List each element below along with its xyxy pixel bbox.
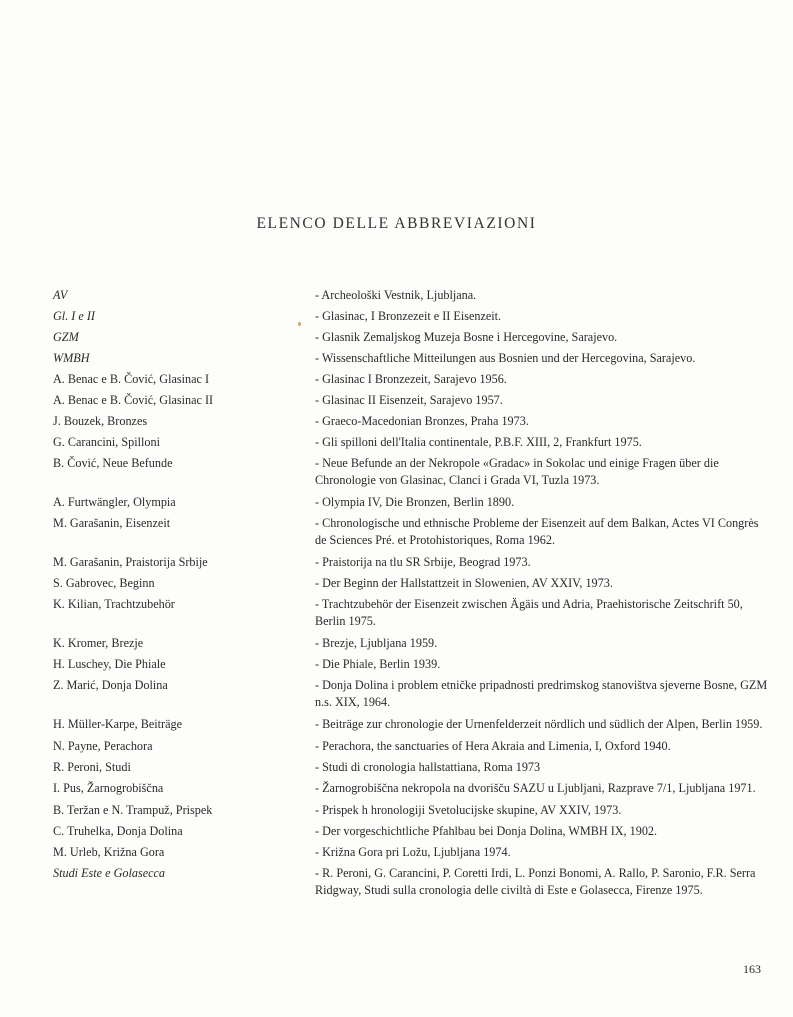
reference: - Križna Gora pri Ložu, Ljubljana 1974. (315, 845, 511, 859)
reference: - Archeološki Vestnik, Ljubljana. (315, 288, 477, 302)
abbreviations-table (53, 287, 773, 903)
table-row (53, 371, 773, 388)
table-row (53, 716, 773, 733)
abbreviation: R. Peroni, Studi (53, 760, 131, 774)
table-row (53, 802, 773, 819)
abbreviation: Studi Este e Golasecca (53, 866, 166, 880)
abbreviation: M. Garašanin, Praistorija Srbije (53, 555, 208, 569)
table-row (53, 350, 773, 367)
table-row (53, 844, 773, 861)
abbreviation: N. Payne, Perachora (53, 739, 153, 753)
page-number: 163 (743, 962, 761, 976)
table-row (53, 677, 773, 711)
abbreviation: S. Gabrovec, Beginn (53, 576, 155, 590)
table-row (53, 494, 773, 511)
reference: - Beiträge zur chronologie der Urnenfelderzeit nördlich und südlich der Alpen, Berlin 1959. (315, 717, 763, 731)
reference: - Glasinac I Bronzezeit, Sarajevo 1956. (315, 372, 507, 386)
table-row (53, 515, 773, 549)
abbreviation: A. Furtwängler, Olympia (53, 495, 176, 509)
reference: - Neue Befunde an der Nekropole «Gradac» in Sokolac und einige Fragen über die Chronologie von Glasinac, Clanci i Grada VI, Tuzla 1973. (315, 456, 719, 487)
table-row (53, 759, 773, 776)
abbreviation: G. Carancini, Spilloni (53, 435, 160, 449)
table-row (53, 656, 773, 673)
reference: - Glasnik Zemaljskog Muzeja Bosne i Hercegovine, Sarajevo. (315, 330, 618, 344)
reference: - Chronologische und ethnische Probleme der Eisenzeit auf dem Balkan, Actes VI Congrès de Sciences Pré. et Protohistoriques, Roma 1962. (315, 516, 759, 547)
table-row (53, 413, 773, 430)
abbreviation: M. Urleb, Križna Gora (53, 845, 165, 859)
abbreviation: B. Čović, Neue Befunde (53, 456, 173, 470)
table-row (53, 780, 773, 797)
abbreviation: J. Bouzek, Bronzes (53, 414, 148, 428)
reference: - Der Beginn der Hallstattzeit in Slowenien, AV XXIV, 1973. (315, 576, 613, 590)
reference: - Prispek h hronologiji Svetolucijske skupine, AV XXIV, 1973. (315, 803, 622, 817)
reference: - Studi di cronologia hallstattiana, Roma 1973 (315, 760, 541, 774)
reference: - Graeco-Macedonian Bronzes, Praha 1973. (315, 414, 529, 428)
abbreviation: Gl. I e II (53, 309, 95, 323)
abbreviation: C. Truhelka, Donja Dolina (53, 824, 183, 838)
table-row (53, 596, 773, 630)
reference: - R. Peroni, G. Carancini, P. Coretti Irdi, L. Ponzi Bonomi, A. Rallo, P. Saronio, F.R. Serra Ridgway, Studi sulla cronologia delle civiltà di Este e Golasecca, Firenze 1975. (315, 866, 756, 897)
reference: - Praistorija na tlu SR Srbije, Beograd 1973. (315, 555, 531, 569)
table-row (53, 554, 773, 571)
abbreviation: K. Kilian, Trachtzubehör (53, 597, 175, 611)
abbreviation: A. Benac e B. Čović, Glasinac II (53, 393, 214, 407)
table-row (53, 287, 773, 304)
reference: - Brezje, Ljubljana 1959. (315, 636, 438, 650)
abbreviation: K. Kromer, Brezje (53, 636, 144, 650)
reference: - Perachora, the sanctuaries of Hera Akraia and Limenia, I, Oxford 1940. (315, 739, 671, 753)
reference: - Žarnogrobiščna nekropola na dvorišču SAZU u Ljubljani, Razprave 7/1, Ljubljana 1971. (315, 781, 756, 795)
table-row (53, 308, 773, 325)
reference: - Trachtzubehör der Eisenzeit zwischen Ägäis und Adria, Praehistorische Zeitschrift 50, Berlin 1975. (315, 597, 743, 628)
abbreviation: I. Pus, Žarnogrobiščna (53, 781, 164, 795)
reference: - Donja Dolina i problem etničke pripadnosti predrimskog stanovištva sjeverne Bosne, GZM n.s. XIX, 1964. (315, 678, 768, 709)
table-row (53, 329, 773, 346)
reference: - Glasinac, I Bronzezeit e II Eisenzeit. (315, 309, 502, 323)
abbreviation: AV (53, 288, 68, 302)
abbreviation: H. Luschey, Die Phiale (53, 657, 166, 671)
table-row (53, 823, 773, 840)
table-row (53, 434, 773, 451)
abbreviation: B. Teržan e N. Trampuž, Prispek (53, 803, 213, 817)
abbreviation: WMBH (53, 351, 90, 365)
reference: - Der vorgeschichtliche Pfahlbau bei Donja Dolina, WMBH IX, 1902. (315, 824, 658, 838)
table-row (53, 392, 773, 409)
table-row (53, 575, 773, 592)
reference: - Glasinac II Eisenzeit, Sarajevo 1957. (315, 393, 503, 407)
table-row (53, 865, 773, 899)
table-row (53, 635, 773, 652)
reference: - Die Phiale, Berlin 1939. (315, 657, 441, 671)
page-title: ELENCO DELLE ABBREVIAZIONI (256, 215, 537, 232)
abbreviation: GZM (53, 330, 79, 344)
abbreviation: H. Müller-Karpe, Beiträge (53, 717, 183, 731)
abbreviation: A. Benac e B. Čović, Glasinac I (53, 372, 210, 386)
reference: - Gli spilloni dell'Italia continentale, P.B.F. XIII, 2, Frankfurt 1975. (315, 435, 642, 449)
abbreviation: Z. Marić, Donja Dolina (53, 678, 168, 692)
reference: - Wissenschaftliche Mitteilungen aus Bosnien und der Hercegovina, Sarajevo. (315, 351, 696, 365)
reference: - Olympia IV, Die Bronzen, Berlin 1890. (315, 495, 515, 509)
table-row (53, 455, 773, 489)
abbreviation: M. Garašanin, Eisenzeit (53, 516, 171, 530)
table-row (53, 738, 773, 755)
